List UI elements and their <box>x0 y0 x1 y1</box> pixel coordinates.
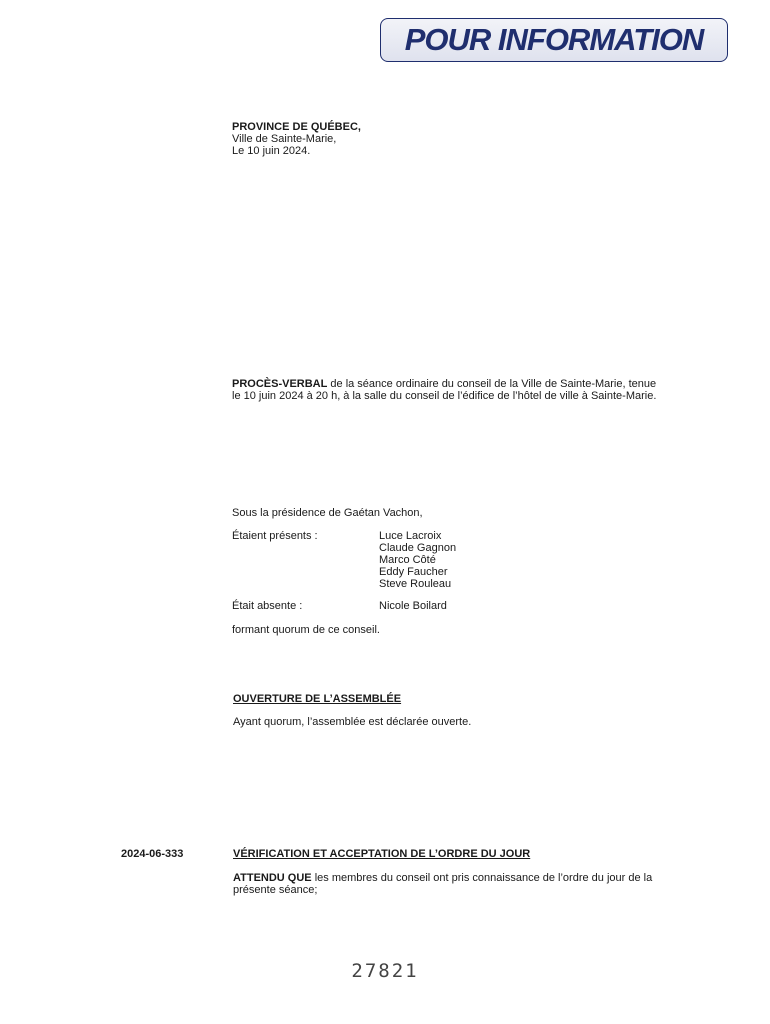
member-name: Luce Lacroix <box>379 530 442 542</box>
proces-verbal-text: de la séance ordinaire du conseil de la Ville de Sainte-Marie, tenue <box>327 378 657 390</box>
member-name: Marco Côté <box>379 554 436 566</box>
absente-label: Était absente : <box>232 600 303 612</box>
page-number: 27821 <box>351 960 419 982</box>
attendu-label: ATTENDU QUE <box>233 872 312 884</box>
member-name: Steve Rouleau <box>379 578 452 590</box>
province-line: PROVINCE DE QUÉBEC, <box>232 121 361 133</box>
proces-verbal-line-1 <box>232 378 656 390</box>
ville-line: Ville de Sainte-Marie, <box>232 133 337 145</box>
attendu-line-2: présente séance; <box>233 884 318 896</box>
presents-label: Étaient présents : <box>232 530 318 542</box>
attendu-paragraph <box>233 872 652 896</box>
ouverture-text: Ayant quorum, l’assemblée est déclarée ouverte. <box>233 716 472 728</box>
presidence-line: Sous la présidence de Gaétan Vachon, <box>232 507 423 519</box>
resolution-number: 2024-06-333 <box>121 848 184 860</box>
proces-verbal-paragraph <box>232 378 656 402</box>
presents-list <box>379 530 456 590</box>
pour-information-stamp <box>380 18 728 62</box>
attendu-line-1 <box>233 872 652 884</box>
member-name: Eddy Faucher <box>379 566 448 578</box>
proces-verbal-label: PROCÈS-VERBAL <box>232 378 328 390</box>
stamp-text: POUR INFORMATION <box>404 22 704 57</box>
quorum-line: formant quorum de ce conseil. <box>232 624 380 636</box>
resolution-heading: VÉRIFICATION ET ACCEPTATION DE L’ORDRE DU JOUR <box>233 848 531 860</box>
document-header <box>232 121 361 157</box>
proces-verbal-line-2: le 10 juin 2024 à 20 h, à la salle du conseil de l’édifice de l’hôtel de ville à Sainte-Marie. <box>232 390 657 402</box>
attendu-text: les membres du conseil ont pris connaissance de l’ordre du jour de la <box>311 872 653 884</box>
absente-name: Nicole Boilard <box>379 600 447 612</box>
member-name: Claude Gagnon <box>379 542 457 554</box>
ouverture-heading: OUVERTURE DE L’ASSEMBLÉE <box>233 693 402 705</box>
date-line: Le 10 juin 2024. <box>232 145 311 157</box>
